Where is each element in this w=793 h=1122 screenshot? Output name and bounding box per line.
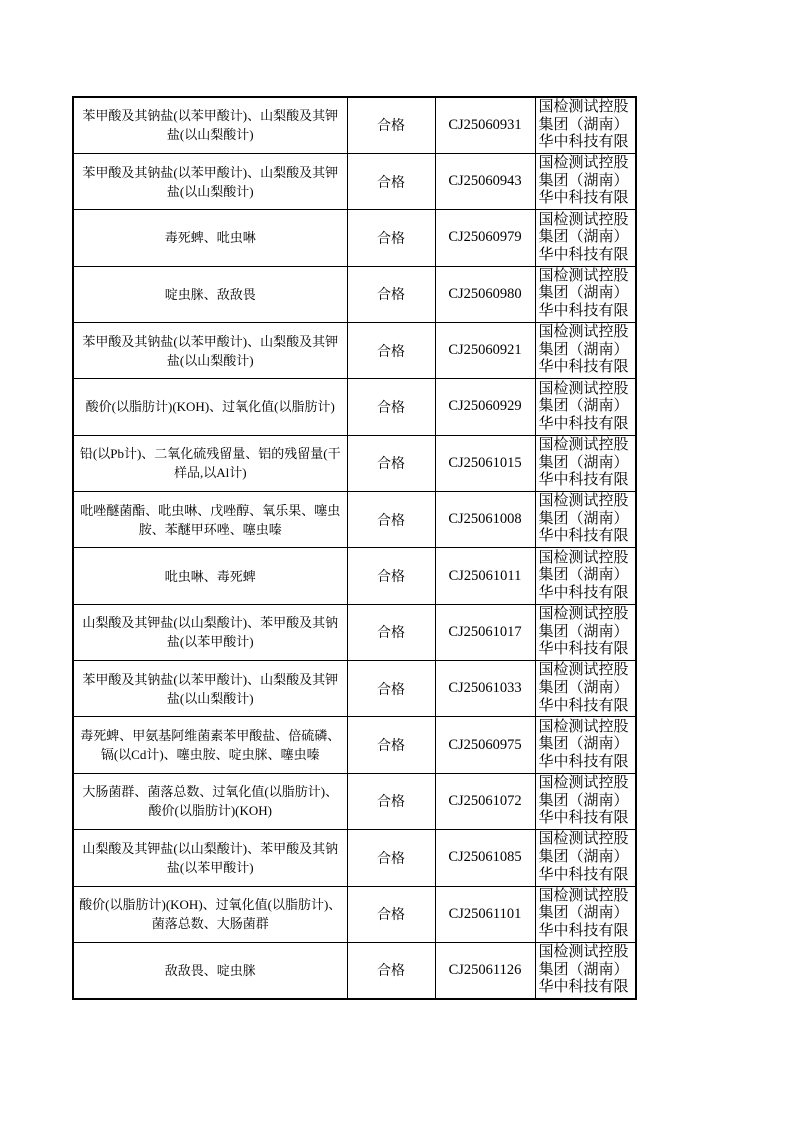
table-row <box>73 266 636 322</box>
testing-agency-cell <box>535 548 636 604</box>
agency-line: 华中科技有限 <box>538 753 629 770</box>
result-cell: 合格 <box>347 266 435 322</box>
agency-line: 华中科技有限 <box>538 134 629 151</box>
agency-line: 国检测试控股 <box>538 324 629 341</box>
agency-line: 国检测试控股 <box>538 887 629 904</box>
agency-line: 国检测试控股 <box>538 606 629 623</box>
agency-line: 华中科技有限 <box>538 866 629 883</box>
agency-line: 华中科技有限 <box>538 246 629 263</box>
testing-agency-cell <box>535 661 636 717</box>
agency-line: 集团（湖南） <box>538 510 629 527</box>
inspection-results-table <box>72 96 637 1000</box>
agency-line: 国检测试控股 <box>538 436 629 453</box>
agency-line: 华中科技有限 <box>538 415 629 432</box>
agency-line: 华中科技有限 <box>538 528 629 545</box>
result-cell: 合格 <box>347 604 435 660</box>
agency-line: 集团（湖南） <box>538 679 629 696</box>
result-cell: 合格 <box>347 886 435 942</box>
table-row <box>73 435 636 491</box>
agency-line: 华中科技有限 <box>538 303 629 320</box>
report-number-cell: CJ25061085 <box>435 830 535 886</box>
agency-line: 集团（湖南） <box>538 285 629 302</box>
agency-line: 集团（湖南） <box>538 172 629 189</box>
testing-agency-cell <box>535 435 636 491</box>
report-number-cell: CJ25061015 <box>435 435 535 491</box>
result-cell: 合格 <box>347 379 435 435</box>
agency-line: 国检测试控股 <box>538 718 629 735</box>
result-cell: 合格 <box>347 773 435 829</box>
report-number-cell: CJ25060929 <box>435 379 535 435</box>
agency-line: 华中科技有限 <box>538 810 629 827</box>
agency-line: 华中科技有限 <box>538 979 629 996</box>
table-row <box>73 379 636 435</box>
result-cell: 合格 <box>347 322 435 378</box>
result-cell: 合格 <box>347 210 435 266</box>
testing-agency-cell <box>535 153 636 209</box>
agency-line: 国检测试控股 <box>538 211 629 228</box>
agency-line: 国检测试控股 <box>538 493 629 510</box>
report-number-cell: CJ25060943 <box>435 153 535 209</box>
testing-agency-cell <box>535 266 636 322</box>
testing-agency-cell <box>535 322 636 378</box>
testing-agency-cell <box>535 210 636 266</box>
inspection-items-cell: 大肠菌群、菌落总数、过氧化值(以脂肪计)、酸价(以脂肪计)(KOH) <box>73 773 347 829</box>
agency-line: 集团（湖南） <box>538 792 629 809</box>
agency-line: 集团（湖南） <box>538 229 629 246</box>
inspection-items-cell: 山梨酸及其钾盐(以山梨酸计)、苯甲酸及其钠盐(以苯甲酸计) <box>73 830 347 886</box>
agency-line: 国检测试控股 <box>538 831 629 848</box>
result-cell: 合格 <box>347 830 435 886</box>
testing-agency-cell <box>535 604 636 660</box>
agency-line: 集团（湖南） <box>538 961 629 978</box>
report-number-cell: CJ25060931 <box>435 97 535 153</box>
inspection-items-cell: 苯甲酸及其钠盐(以苯甲酸计)、山梨酸及其钾盐(以山梨酸计) <box>73 97 347 153</box>
table-row <box>73 492 636 548</box>
inspection-items-cell: 吡唑醚菌酯、吡虫啉、戊唑醇、氧乐果、噻虫胺、苯醚甲环唑、噻虫嗪 <box>73 492 347 548</box>
testing-agency-cell <box>535 886 636 942</box>
report-number-cell: CJ25061008 <box>435 492 535 548</box>
agency-line: 集团（湖南） <box>538 567 629 584</box>
report-number-cell: CJ25060980 <box>435 266 535 322</box>
inspection-items-cell: 敌敌畏、啶虫脒 <box>73 942 347 998</box>
result-cell: 合格 <box>347 548 435 604</box>
testing-agency-cell <box>535 492 636 548</box>
agency-line: 集团（湖南） <box>538 454 629 471</box>
inspection-items-cell: 啶虫脒、敌敌畏 <box>73 266 347 322</box>
report-number-cell: CJ25060921 <box>435 322 535 378</box>
table-row <box>73 548 636 604</box>
result-cell: 合格 <box>347 717 435 773</box>
agency-line: 华中科技有限 <box>538 923 629 939</box>
report-number-cell: CJ25061011 <box>435 548 535 604</box>
agency-line: 集团（湖南） <box>538 905 629 922</box>
agency-line: 国检测试控股 <box>538 155 629 172</box>
result-cell: 合格 <box>347 97 435 153</box>
inspection-items-cell: 酸价(以脂肪计)(KOH)、过氧化值(以脂肪计) <box>73 379 347 435</box>
agency-line: 华中科技有限 <box>538 584 629 601</box>
agency-line: 华中科技有限 <box>538 472 629 489</box>
agency-line: 国检测试控股 <box>538 99 629 116</box>
agency-line: 国检测试控股 <box>538 380 629 397</box>
agency-line: 国检测试控股 <box>538 943 629 960</box>
report-number-cell: CJ25061072 <box>435 773 535 829</box>
table-row <box>73 830 636 886</box>
table-row <box>73 661 636 717</box>
report-number-cell: CJ25061101 <box>435 886 535 942</box>
report-number-cell: CJ25061033 <box>435 661 535 717</box>
inspection-items-cell: 吡虫啉、毒死蜱 <box>73 548 347 604</box>
agency-line: 国检测试控股 <box>538 662 629 679</box>
testing-agency-cell <box>535 717 636 773</box>
agency-line: 集团（湖南） <box>538 398 629 415</box>
report-number-cell: CJ25061126 <box>435 942 535 998</box>
agency-line: 华中科技有限 <box>538 359 629 376</box>
table-row <box>73 886 636 942</box>
table-row <box>73 773 636 829</box>
result-cell: 合格 <box>347 661 435 717</box>
result-cell: 合格 <box>347 153 435 209</box>
agency-line: 集团（湖南） <box>538 116 629 133</box>
table-row <box>73 942 636 998</box>
testing-agency-cell <box>535 773 636 829</box>
report-number-cell: CJ25060975 <box>435 717 535 773</box>
testing-agency-cell <box>535 379 636 435</box>
result-cell: 合格 <box>347 492 435 548</box>
inspection-items-cell: 酸价(以脂肪计)(KOH)、过氧化值(以脂肪计)、菌落总数、大肠菌群 <box>73 886 347 942</box>
table-row <box>73 210 636 266</box>
inspection-items-cell: 苯甲酸及其钠盐(以苯甲酸计)、山梨酸及其钾盐(以山梨酸计) <box>73 661 347 717</box>
inspection-items-cell: 山梨酸及其钾盐(以山梨酸计)、苯甲酸及其钠盐(以苯甲酸计) <box>73 604 347 660</box>
agency-line: 华中科技有限 <box>538 697 629 714</box>
testing-agency-cell <box>535 830 636 886</box>
results-table-body <box>73 97 636 999</box>
agency-line: 华中科技有限 <box>538 190 629 207</box>
agency-line: 国检测试控股 <box>538 549 629 566</box>
table-row <box>73 604 636 660</box>
result-cell: 合格 <box>347 942 435 998</box>
result-cell: 合格 <box>347 435 435 491</box>
table-row <box>73 322 636 378</box>
table-row <box>73 153 636 209</box>
inspection-items-cell: 毒死蜱、吡虫啉 <box>73 210 347 266</box>
agency-line: 集团（湖南） <box>538 623 629 640</box>
agency-line: 国检测试控股 <box>538 267 629 284</box>
table-row <box>73 97 636 153</box>
table-row <box>73 717 636 773</box>
agency-line: 集团（湖南） <box>538 341 629 358</box>
inspection-items-cell: 铅(以Pb计)、二氧化硫残留量、铝的残留量(干样品,以Al计) <box>73 435 347 491</box>
report-number-cell: CJ25060979 <box>435 210 535 266</box>
report-number-cell: CJ25061017 <box>435 604 535 660</box>
agency-line: 集团（湖南） <box>538 849 629 866</box>
agency-line: 华中科技有限 <box>538 641 629 658</box>
inspection-items-cell: 毒死蜱、甲氨基阿维菌素苯甲酸盐、倍硫磷、镉(以Cd计)、噻虫胺、啶虫脒、噻虫嗪 <box>73 717 347 773</box>
inspection-items-cell: 苯甲酸及其钠盐(以苯甲酸计)、山梨酸及其钾盐(以山梨酸计) <box>73 153 347 209</box>
inspection-items-cell: 苯甲酸及其钠盐(以苯甲酸计)、山梨酸及其钾盐(以山梨酸计) <box>73 322 347 378</box>
testing-agency-cell <box>535 942 636 998</box>
agency-line: 国检测试控股 <box>538 775 629 792</box>
testing-agency-cell <box>535 97 636 153</box>
agency-line: 集团（湖南） <box>538 736 629 753</box>
